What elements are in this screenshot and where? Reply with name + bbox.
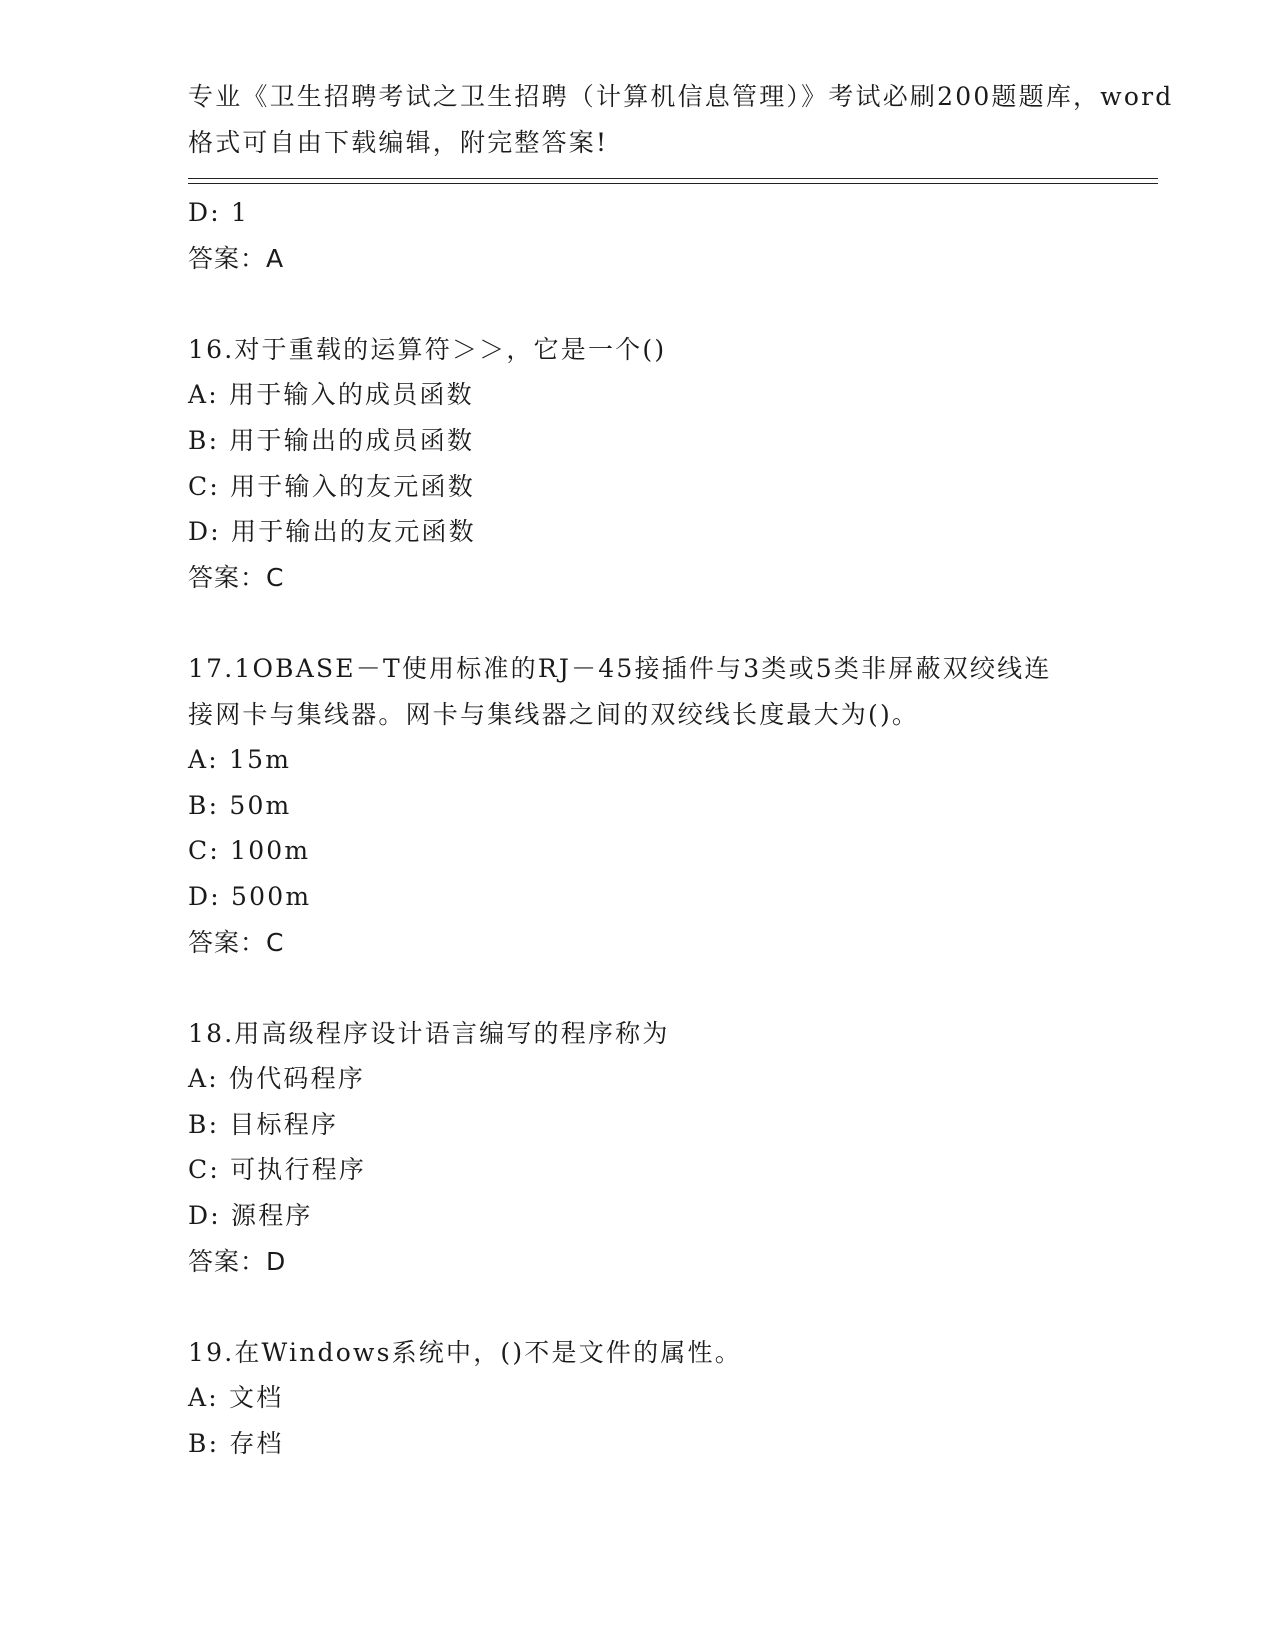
option-a: A: 用于输入的成员函数 xyxy=(188,380,474,410)
spacer xyxy=(188,965,1118,1011)
option-d: D: 用于输出的友元函数 xyxy=(188,517,476,547)
prev-answer: 答案：A xyxy=(188,243,285,273)
question-18 xyxy=(188,1011,1118,1285)
option-c: C: 100m xyxy=(188,836,311,866)
option-d: D: 500m xyxy=(188,881,312,911)
question-19 xyxy=(188,1330,1118,1467)
option-d: D: 源程序 xyxy=(188,1201,313,1231)
spacer xyxy=(188,281,1118,327)
question-stem: 16.对于重载的运算符＞＞，它是一个() xyxy=(188,334,667,364)
header-title-line-2: 格式可自由下载编辑，附完整答案! xyxy=(188,127,609,157)
option-b: B: 用于输出的成员函数 xyxy=(188,425,475,455)
option-b: B: 存档 xyxy=(188,1429,284,1459)
question-16 xyxy=(188,327,1118,601)
question-17 xyxy=(188,646,1118,965)
spacer xyxy=(188,1284,1118,1330)
prev-option-d: D: 1 xyxy=(188,198,250,227)
option-b: B: 50m xyxy=(188,790,292,820)
document-header xyxy=(188,74,1174,165)
header-divider-top xyxy=(188,178,1158,179)
answer: 答案：C xyxy=(188,927,285,957)
header-divider-bottom xyxy=(188,183,1158,184)
option-a: A: 15m xyxy=(188,745,292,775)
question-stem-line-2: 接网卡与集线器。网卡与集线器之间的双绞线长度最大为()。 xyxy=(188,699,920,729)
option-b: B: 目标程序 xyxy=(188,1109,339,1139)
answer: 答案：D xyxy=(188,1246,287,1276)
question-stem-line-1: 17.1OBASE－T使用标准的RJ－45接插件与3类或5类非屏蔽双绞线连 xyxy=(188,653,1052,683)
question-stem: 19.在Windows系统中，()不是文件的属性。 xyxy=(188,1337,742,1367)
option-a: A: 文档 xyxy=(188,1383,284,1413)
option-a: A: 伪代码程序 xyxy=(188,1064,366,1094)
answer: 答案：C xyxy=(188,562,285,592)
question-stem: 18.用高级程序设计语言编写的程序称为 xyxy=(188,1018,670,1048)
question-content xyxy=(188,190,1118,1467)
option-c: C: 可执行程序 xyxy=(188,1155,367,1185)
spacer xyxy=(188,600,1118,646)
option-c: C: 用于输入的友元函数 xyxy=(188,471,475,501)
header-title-line-1: 专业《卫生招聘考试之卫生招聘（计算机信息管理）》考试必刷200题题库，word xyxy=(188,82,1174,111)
